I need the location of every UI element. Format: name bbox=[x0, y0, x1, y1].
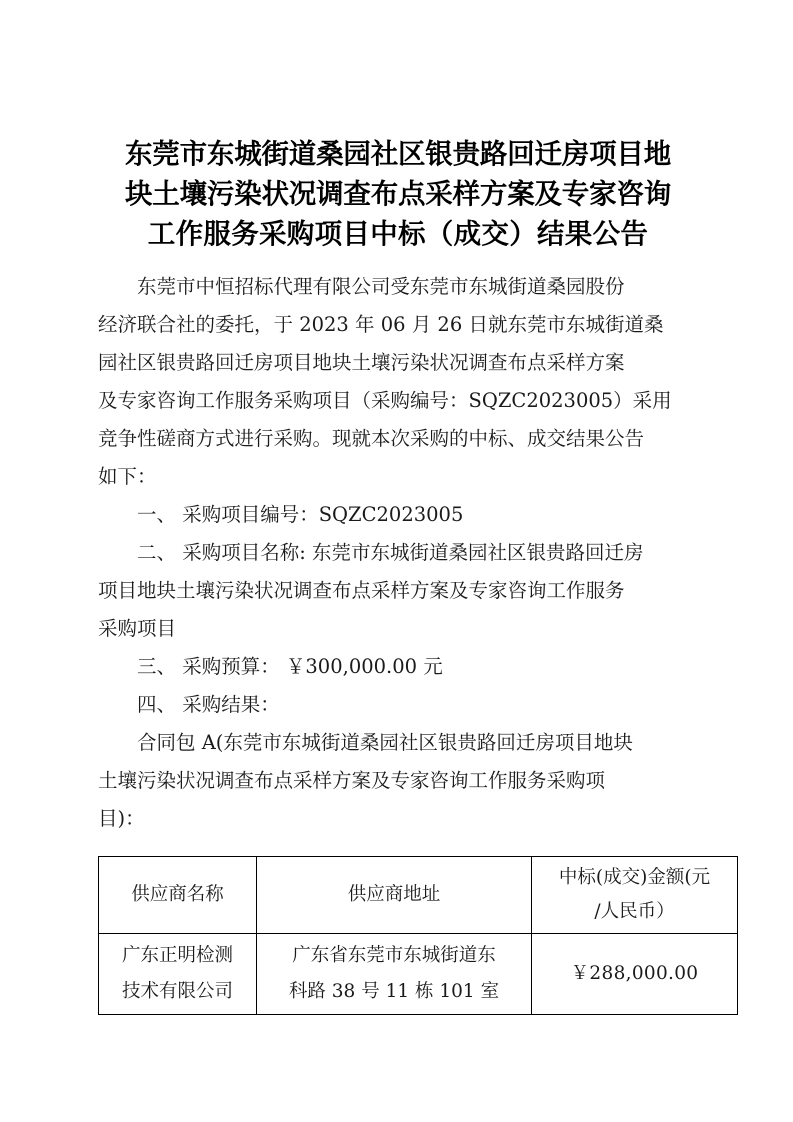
section-project-name-line-2: 项目地块土壤污染状况调查布点采样方案及专家咨询工作服务 bbox=[98, 579, 625, 602]
document-title bbox=[98, 134, 698, 254]
section-project-name-line-3: 采购项目 bbox=[98, 617, 177, 640]
supplier-address-line-2: 科路 38 号 11 栋 101 室 bbox=[288, 981, 500, 1002]
intro-line-3: 园社区银贵路回迁房项目地块土壤污染状况调查布点采样方案 bbox=[98, 351, 625, 374]
table-header-row bbox=[99, 857, 738, 934]
section-project-name-line-1: 二、 采购项目名称: 东莞市东城街道桑园社区银贵路回迁房 bbox=[137, 541, 644, 564]
table-cell-supplier-name bbox=[99, 934, 257, 1015]
table-cell-award-amount: ￥288,000.00 bbox=[532, 934, 738, 1015]
table-header-supplier-address: 供应商地址 bbox=[257, 857, 532, 934]
supplier-name-line-2: 技术有限公司 bbox=[121, 981, 233, 1002]
document-content bbox=[98, 134, 711, 1015]
contract-package-line-3: 目)： bbox=[98, 807, 145, 830]
intro-paragraph bbox=[98, 268, 698, 496]
document-title-line-2: 块土壤污染状况调查布点采样方案及专家咨询 bbox=[125, 178, 671, 210]
table-header-award-amount bbox=[532, 857, 738, 934]
contract-package-line-1: 合同包 A(东莞市东城街道桑园社区银贵路回迁房项目地块 bbox=[137, 731, 633, 754]
table-header-award-amount-line-2: /人民币） bbox=[594, 901, 675, 922]
award-result-table bbox=[98, 856, 738, 1015]
contract-package-line-2: 土壤污染状况调查布点采样方案及专家咨询工作服务采购项 bbox=[98, 769, 606, 792]
contract-package-paragraph bbox=[98, 724, 698, 838]
section-project-name bbox=[98, 534, 698, 648]
intro-line-1: 东莞市中恒招标代理有限公司受东莞市东城街道桑园股份 bbox=[137, 275, 625, 298]
document-title-line-3: 工作服务采购项目中标（成交）结果公告 bbox=[147, 218, 649, 250]
table-cell-supplier-address bbox=[257, 934, 532, 1015]
intro-line-4: 及专家咨询工作服务采购项目（采购编号：SQZC2023005）采用 bbox=[98, 389, 672, 412]
document-title-line-1: 东莞市东城街道桑园社区银贵路回迁房项目地 bbox=[125, 138, 671, 170]
section-project-number-text: 一、 采购项目编号：SQZC2023005 bbox=[137, 503, 464, 526]
table-header-supplier-name: 供应商名称 bbox=[99, 857, 257, 934]
intro-line-5: 竞争性磋商方式进行采购。现就本次采购的中标、成交结果公告 bbox=[98, 427, 645, 450]
section-project-number bbox=[98, 496, 698, 534]
intro-line-2: 经济联合社的委托，于 2023 年 06 月 26 日就东莞市东城街道桑 bbox=[98, 313, 664, 336]
table-header-award-amount-line-1: 中标(成交)金额(元 bbox=[558, 867, 711, 888]
section-budget bbox=[98, 648, 698, 686]
intro-line-6: 如下： bbox=[98, 465, 157, 488]
table-row bbox=[99, 934, 738, 1015]
supplier-name-line-1: 广东正明检测 bbox=[121, 945, 233, 966]
section-result bbox=[98, 686, 698, 724]
supplier-address-line-1: 广东省东莞市东城街道东 bbox=[292, 945, 496, 966]
section-result-text: 四、 采购结果： bbox=[137, 693, 280, 716]
section-budget-text: 三、 采购预算： ￥300,000.00 元 bbox=[137, 655, 443, 678]
